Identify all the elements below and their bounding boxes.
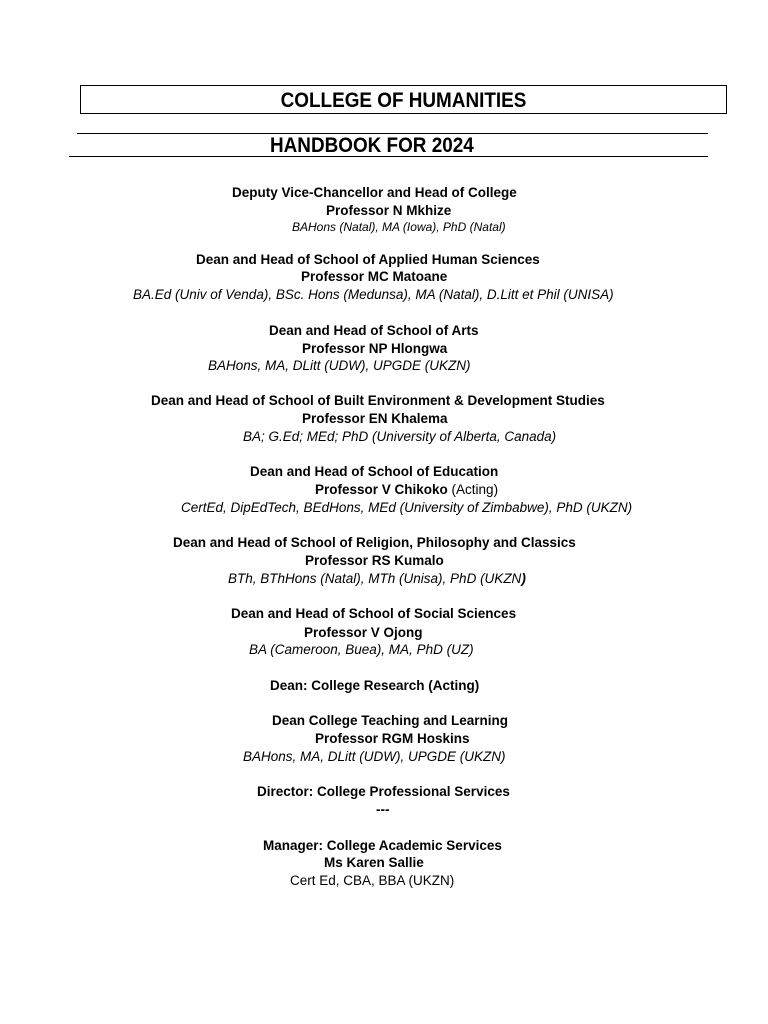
qualifications-dean-built-environment: BA; G.Ed; MEd; PhD (University of Alberta, Canada) bbox=[243, 429, 557, 444]
name-dean-applied-human-sciences: Professor MC Matoane bbox=[301, 269, 448, 284]
qualifications-dean-teaching-learning: BAHons, MA, DLitt (UDW), UPGDE (UKZN) bbox=[243, 749, 506, 764]
name-manager-academic-services: Ms Karen Sallie bbox=[324, 855, 424, 870]
qualifications-deputy-vice-chancellor: BAHons (Natal), MA (Iowa), PhD (Natal) bbox=[292, 220, 506, 234]
role-dean-applied-human-sciences: Dean and Head of School of Applied Human Sciences bbox=[196, 252, 540, 267]
page-title: COLLEGE OF HUMANITIES bbox=[280, 89, 527, 112]
qualifications-dean-education: CertEd, DipEdTech, BEdHons, MEd (University of Zimbabwe), PhD (UKZN) bbox=[181, 500, 633, 515]
qualifications-line-dean-religion bbox=[228, 571, 526, 587]
name-director-professional-services: --- bbox=[376, 802, 390, 817]
name-line-dean-education bbox=[315, 482, 498, 498]
name-dean-arts: Professor NP Hlongwa bbox=[302, 341, 448, 356]
role-dean-arts: Dean and Head of School of Arts bbox=[269, 323, 479, 338]
page-subtitle: HANDBOOK FOR 2024 bbox=[270, 134, 474, 157]
qualifications-manager-academic-services: Cert Ed, CBA, BBA (UKZN) bbox=[290, 873, 455, 888]
name-dean-social-sciences: Professor V Ojong bbox=[304, 625, 423, 640]
role-manager-academic-services: Manager: College Academic Services bbox=[263, 838, 502, 853]
role-dean-religion-philosophy-classics: Dean and Head of School of Religion, Philosophy and Classics bbox=[173, 535, 576, 550]
qualifications-dean-arts: BAHons, MA, DLitt (UDW), UPGDE (UKZN) bbox=[208, 358, 471, 373]
role-deputy-vice-chancellor: Deputy Vice-Chancellor and Head of College bbox=[232, 185, 517, 200]
qualifications-dean-social-sciences: BA (Cameroon, Buea), MA, PhD (UZ) bbox=[249, 642, 474, 657]
divider-bottom bbox=[69, 156, 708, 157]
qualifications-dean-applied-human-sciences: BA.Ed (Univ of Venda), BSc. Hons (Medunsa), MA (Natal), D.Litt et Phil (UNISA) bbox=[133, 287, 614, 302]
role-dean-social-sciences: Dean and Head of School of Social Sciences bbox=[231, 606, 517, 621]
closing-parenthesis: ) bbox=[521, 571, 526, 586]
name-dean-religion-philosophy-classics: Professor RS Kumalo bbox=[305, 553, 444, 568]
role-dean-education: Dean and Head of School of Education bbox=[250, 464, 499, 479]
acting-note: (Acting) bbox=[447, 482, 499, 497]
name-dean-education: Professor V Chikoko bbox=[315, 482, 448, 497]
role-dean-college-research: Dean: College Research (Acting) bbox=[270, 678, 480, 693]
role-dean-teaching-learning: Dean College Teaching and Learning bbox=[272, 713, 509, 728]
title-box bbox=[80, 85, 727, 114]
qualifications-dean-religion-philosophy-classics: BTh, BThHons (Natal), MTh (Unisa), PhD (UKZN bbox=[228, 571, 522, 586]
role-director-professional-services: Director: College Professional Services bbox=[257, 784, 510, 799]
name-dean-teaching-learning: Professor RGM Hoskins bbox=[315, 731, 470, 746]
name-deputy-vice-chancellor: Professor N Mkhize bbox=[326, 203, 452, 218]
name-dean-built-environment: Professor EN Khalema bbox=[302, 411, 448, 426]
role-dean-built-environment: Dean and Head of School of Built Environment & Development Studies bbox=[151, 393, 605, 408]
